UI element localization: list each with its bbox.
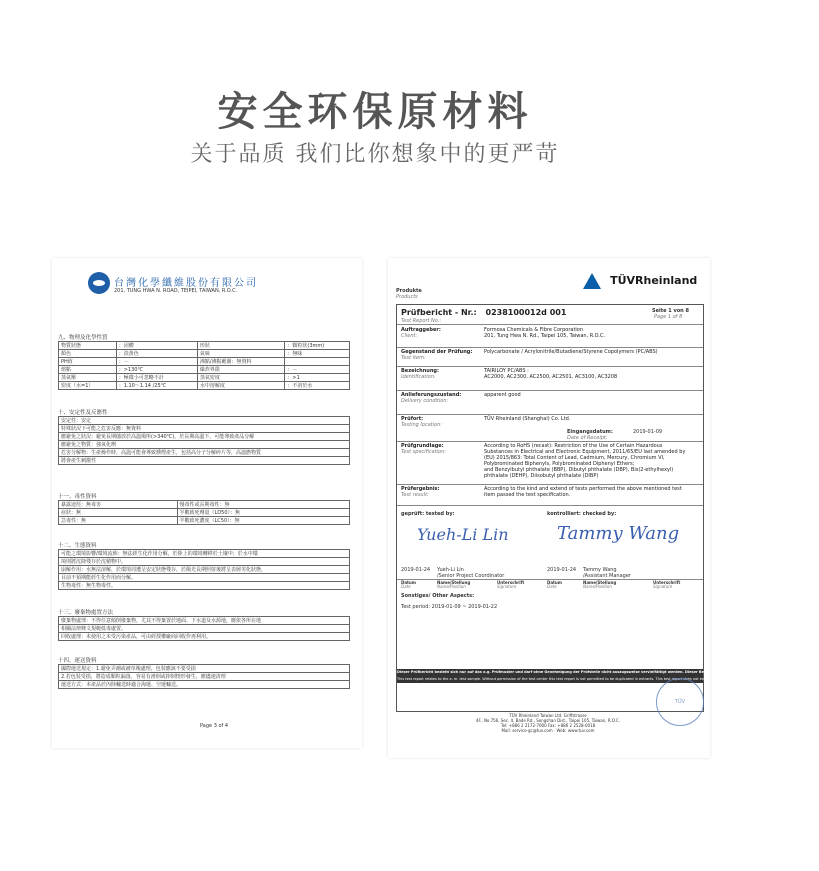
receipt-label-en: Date of Receipt: — [567, 435, 608, 441]
page-en: Page 1 of 8 — [654, 314, 683, 320]
sig-col-date-left-en: Date — [401, 584, 411, 589]
table-cell: 相關法律條文規範低毒處置。 — [59, 625, 350, 633]
table-row — [59, 582, 350, 590]
field-label — [401, 349, 472, 361]
field-label — [401, 392, 461, 404]
sig-col-sig-right: Unterschrift — [653, 580, 681, 585]
test-report-document — [388, 258, 819, 758]
sig-col-sig-left-en: Signature — [497, 584, 517, 589]
report-number-label-en: Test Report No.: — [401, 318, 442, 324]
table-row — [59, 633, 350, 641]
table-cell: 境則將沈降殘存於沈積物中。 — [59, 558, 350, 566]
report-box — [396, 304, 819, 712]
table-cell: 密度（水=1） — [59, 382, 117, 390]
table-cell: 爆炸界限 — [197, 366, 285, 374]
section-title: 十二、生態資料 — [58, 543, 97, 549]
sig-col-sig-right-en: Signature — [653, 584, 673, 589]
table-row — [59, 681, 350, 689]
table-row — [59, 517, 350, 525]
table-cell: 應避免之狀況：避免長期儲放於高溫場所(>340℃)，於長期高溫下，可能導致產品分解 — [59, 433, 350, 441]
tuv-brand: TÜVRheinland — [610, 274, 698, 287]
table-cell: 症狀：無 — [59, 509, 178, 517]
msds-document — [52, 258, 362, 748]
field-label — [401, 443, 446, 455]
checked-by-label: kontrolliert: checked by: — [547, 511, 617, 517]
page-subtitle: 关于品质 我们比你想象中的更严苛 — [190, 142, 560, 167]
table-cell: ：顆粒狀(3mm) — [285, 342, 350, 350]
table-row — [59, 382, 350, 390]
table-row — [59, 417, 350, 425]
tuv-logo — [583, 270, 697, 289]
sig-col-date-left: Datum — [401, 580, 416, 585]
section-table — [58, 549, 350, 590]
section-title: 十三、廢棄物處置方法 — [58, 610, 114, 616]
table-cell: 2.若包裝受損，將造成顆粒漏落，容易有滑倒或摔倒情形發生，應儘速清理 — [59, 673, 350, 681]
field-value: TÜV Rheinland (Shanghai) Co. Ltd. — [484, 416, 571, 422]
table-cell: ：>1 — [285, 374, 350, 382]
table-cell: PH值 — [59, 358, 117, 366]
tuv-address: TÜV Rheinland Taiwan Ltd. Griffstrasse 4F., No.756, Sec. 4, Bade Rd., Songshan Dist., Taipei 105, Taiwan, R.O.C. Tel: +886 2 2172-7000 Fax: +886 2 2528-0018 Mail: service-gc@tuv.com · Web: www.tuv.com — [475, 713, 621, 733]
table-cell: 安定性：安定 — [59, 417, 350, 425]
table-cell: 將會產生刺激性 — [59, 457, 350, 465]
table-cell: 運送方式：本產品於內陸輸送時適合海運、空運輸送。 — [59, 681, 350, 689]
table-row — [59, 374, 350, 382]
receipt-date: 2019-01-09 — [633, 429, 663, 435]
table-row — [59, 566, 350, 574]
tuv-stamp-icon: TÜV — [656, 678, 704, 726]
sig-col-date-right: Datum — [547, 580, 562, 585]
table-cell: 目前不預期能經生化作用而分解。 — [59, 574, 350, 582]
field-label — [401, 416, 442, 428]
table-cell: ：極微小可忽略不計 — [116, 374, 197, 382]
table-row — [59, 425, 350, 433]
table-cell: 應避免之物質：強氧化劑 — [59, 441, 350, 449]
table-cell: ：－ — [285, 366, 350, 374]
page-de: Seite 1 von 8 — [652, 308, 689, 314]
table-cell: ：無味 — [285, 350, 350, 358]
table-cell: 危害分解物：生產操作時，高溫可能會導致燻煙產生，包括高分子分解碎片等，高溫燃物質 — [59, 449, 350, 457]
company-logo-icon — [88, 272, 110, 294]
table-row — [59, 550, 350, 558]
position-left: /Senior Project Coordinator — [437, 573, 505, 579]
table-cell: ：－ — [116, 358, 197, 366]
signature-left: Yueh-Li Lin — [417, 525, 509, 544]
position-right: /Assistant Manager — [583, 573, 631, 579]
produkte-label: Produkte — [396, 288, 422, 294]
table-cell: 蒸氣密度 — [197, 374, 285, 382]
table-cell: 熔點 — [59, 366, 117, 374]
table-row — [59, 665, 350, 673]
table-cell: 可能之環境影響/環境流佈：無法經生化作用分解，於陸上的環境轉移於土壤中；於水中環 — [59, 550, 350, 558]
section-table — [58, 416, 350, 465]
field-label-de: Prüfort: — [401, 416, 424, 422]
footer-notice — [397, 669, 819, 683]
name-left: Yueh-Li Lin — [437, 567, 464, 573]
field-label-de: Bezeichnung: — [401, 368, 439, 374]
table-cell: 氣味 — [197, 350, 285, 358]
other-aspects-label: Sonstiges/ Other Aspects: — [401, 593, 475, 599]
table-cell: ：>130℃ — [116, 366, 197, 374]
sig-col-sig-left: Unterschrift — [497, 580, 525, 585]
field-label-en: Test specification: — [401, 449, 446, 455]
report-number: 0238100012d 001 — [485, 308, 567, 317]
table-cell: 蒸氣壓 — [59, 374, 117, 382]
field-value: TAIRILOY PC/ABS : AC2000, AC2300, AC2500, AC2501, AC3100, AC3208 — [484, 368, 618, 380]
field-label-en: Delivery condition: — [401, 398, 449, 404]
table-cell: 急毒性：無 — [59, 517, 178, 525]
table-cell: 物質狀態 — [59, 342, 117, 350]
section-title: 十、安定性及反應性 — [58, 410, 108, 416]
date-left: 2019-01-24 — [401, 567, 431, 573]
table-row — [59, 501, 350, 509]
tested-by-label: geprüft: tested by: — [401, 511, 455, 517]
sig-col-date-right-en: Date — [547, 584, 557, 589]
table-row — [59, 449, 350, 457]
table-row — [59, 617, 350, 625]
field-label-en: Test item: — [401, 355, 426, 361]
sig-col-name-right: Name/Stellung — [583, 580, 617, 585]
table-cell: 特殊狀況下可能之危害反應：無資料 — [59, 425, 350, 433]
page-title: 安全环保原材料 — [217, 89, 533, 135]
table-cell: 慢毒性或長期毒性：無 — [177, 501, 349, 509]
table-cell: 國際運送規定：1.避免弄潮或被草塊處理，包裝應該不要受損 — [59, 665, 350, 673]
table-cell: ：淡黃色 — [116, 350, 197, 358]
receipt-label: Eingangsdatum: — [567, 429, 613, 435]
field-label — [401, 486, 440, 498]
report-number-label: Prüfbericht - Nr.: — [401, 308, 477, 317]
field-label-de: Gegenstand der Prüfung: — [401, 349, 473, 355]
table-cell — [285, 358, 350, 366]
table-cell: 回收處理：未使用之未受污染產品，可由經授權廠商回收作再利用。 — [59, 633, 350, 641]
field-value: According to RoHS (recast): Restriction of the Use of Certain Hazardous Substances in Electrical and Electronic Equipment, 2011/65/EU last amended by (EU) 2015/863: Total Content of Lead, Cadmium, Mercury, Chromium VI, Polybrominated Biphenyls, Polybrominated Diphenyl Ethers; and Benzylbutyl phthalate (BBP), Dibutyl phthalate (DBP), Bis(2-ethylhexyl) phthalate (DEHP), Diisobutyl phthalate (DIBP) — [484, 443, 686, 479]
table-cell: 沸點/沸點範圍：無資料 — [197, 358, 285, 366]
table-cell: 半數致死濃度（LC50）：無 — [177, 517, 349, 525]
table-cell: 暴露途徑：無毒害 — [59, 501, 178, 509]
section-title: 十四、運送資料 — [58, 658, 97, 664]
field-label-en: Testing location: — [401, 422, 442, 428]
field-label — [401, 327, 441, 339]
name-right: Tammy Wang — [583, 567, 617, 573]
table-row — [59, 350, 350, 358]
page-number: Page 3 of 4 — [200, 723, 229, 729]
table-row — [59, 509, 350, 517]
produkte-label-en: Products — [396, 294, 418, 300]
table-row — [59, 625, 350, 633]
field-value: Formosa Chemicals & Fibre Corporation 201, Tung Hwa N. Rd., Taipei 105, Taiwan, R.O.C. — [484, 327, 606, 339]
section-title: 十一、毒性資料 — [58, 494, 97, 500]
table-cell: 顏色 — [59, 350, 117, 358]
table-cell: 水中溶解度 — [197, 382, 285, 390]
table-row — [59, 558, 350, 566]
field-label-en: Client: — [401, 333, 418, 339]
sig-col-name-left-en: Name/Position — [437, 584, 466, 589]
table-cell: 廢棄物處理：不得任意傾倒廢棄物，尤其不得棄置於地面、下水道及水源地，應依各所在地 — [59, 617, 350, 625]
section-title: 九、物理及化學性質 — [58, 335, 108, 341]
footer-notice-de: Dieser Prüfbericht bezieht sich nur auf das o.g. Prüfmuster und darf ohne Genehmigung der Prüfstelle nicht auszugsweise vervielfältigt werden. Dieser Bericht berechtigt nicht zur Verwendung eines Prüfzeichens. — [397, 670, 819, 674]
table-row — [59, 342, 350, 350]
field-label — [401, 368, 439, 380]
section-table — [58, 341, 350, 390]
field-value: According to the kind and extend of tests performed the above mentioned test item passed the test specification. — [484, 486, 682, 498]
signature-right: Tammy Wang — [557, 523, 680, 544]
report-number-row — [401, 308, 566, 317]
section-table — [58, 616, 350, 641]
table-row — [59, 441, 350, 449]
table-row — [59, 433, 350, 441]
field-label-en: Test result: — [401, 492, 429, 498]
footer-notice-en: This test report relates to the a. m. test sample. Without permission of the test center this test report is not permitted to be duplicated in extracts. This test report does not entitle to carry any safety mark on this or similar products. — [397, 677, 804, 681]
field-label-de: Prüfergebnis: — [401, 486, 440, 492]
company-name: 台灣化學纖維股份有限公司 — [114, 278, 258, 289]
field-value: apparent good — [484, 392, 521, 398]
company-address: 201, TUNG HWA N. ROAD, TEIPEI, TAIWAN, R.O.C. — [114, 288, 238, 294]
field-label-de: Anlieferungszustand: — [401, 392, 462, 398]
tuv-triangle-icon — [583, 273, 601, 289]
field-label-de: Auftraggeber: — [401, 327, 441, 333]
section-table — [58, 664, 350, 689]
table-cell: ：1.10～1.14 /25℃ — [116, 382, 197, 390]
table-row — [59, 366, 350, 374]
field-label-de: Prüfgrundlage: — [401, 443, 444, 449]
table-row — [59, 574, 350, 582]
sig-col-name-left: Name/Stellung — [437, 580, 471, 585]
field-value: Polycarbonate / Acrylonitrile/Butadiene/Styrene Copolymers (PC/ABS) — [484, 349, 658, 355]
field-label-en: Identification: — [401, 374, 436, 380]
table-cell: ：固體 — [116, 342, 197, 350]
sig-col-name-right-en: Name/Position — [583, 584, 612, 589]
table-cell: ：不溶於水 — [285, 382, 350, 390]
test-period: Test period: 2019-01-09 ~ 2019-01-22 — [401, 604, 498, 610]
table-cell: 半數致死劑量（LD50）：無 — [177, 509, 349, 517]
table-cell: 形狀 — [197, 342, 285, 350]
table-cell: 崩解作用：水無法溶解，於環境周遭呈安定狀態殘存，於陽光長期照射後將呈表層劣化狀態， — [59, 566, 350, 574]
table-row — [59, 358, 350, 366]
section-table — [58, 500, 350, 525]
table-cell: 生物毒性：無生物毒性。 — [59, 582, 350, 590]
date-right: 2019-01-24 — [547, 567, 577, 573]
table-row — [59, 457, 350, 465]
table-row — [59, 673, 350, 681]
